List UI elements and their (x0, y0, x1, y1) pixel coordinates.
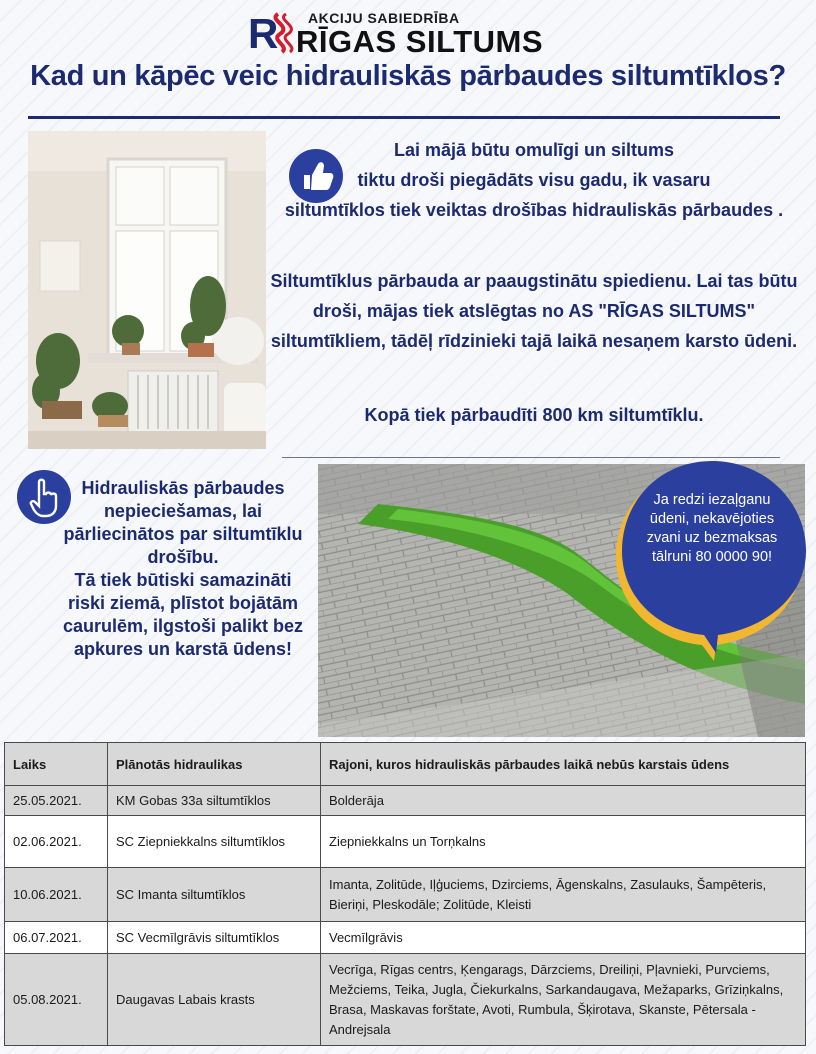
hotline-line: ūdeni, nekavējoties (649, 511, 775, 527)
row-date: 05.08.2021. (5, 954, 108, 1046)
why-line: caurulēm, ilgstoši palikt bez (62, 616, 304, 636)
why-line: riski ziemā, plīstot bojātām (67, 593, 299, 613)
title-divider (28, 116, 780, 119)
row-districts: Vecrīga, Rīgas centrs, Ķengarags, Dārzciems, Dreiliņi, Pļavnieki, Purvciems, Mežciems, Teika, Jugla, Čiekurkalns, Sarkandaugava, Mežaparks, Grīziņkalns, Brasa, Maskavas forštate, Avoti, Rumbula, Šķirotava, Skanste, Pētersala - Andrejsala (321, 954, 806, 1046)
logo-letter-r: R (248, 10, 279, 54)
hotline-callout (612, 461, 806, 661)
row-network: SC Vecmīlgrāvis siltumtīklos (108, 922, 321, 954)
logo-subtitle: AKCIJU SABIEDRĪBA (308, 10, 460, 26)
pressure-paragraph (268, 266, 800, 356)
row-network: KM Gobas 33a siltumtīklos (108, 786, 321, 816)
page-title: Kad un kāpēc veic hidrauliskās pārbaudes siltumtīklos? (30, 60, 786, 92)
why-line: nepieciešamas, lai (103, 501, 263, 521)
row-districts: Imanta, Zolitūde, Iļģuciems, Dzirciems, Āgenskalns, Zasulauks, Šampēteris, Bieriņi, Pleskodāle; Zolitūde, Kleisti (321, 868, 806, 922)
row-districts: Bolderāja (321, 786, 806, 816)
table-row (5, 816, 806, 868)
intro-line-3: siltumtīklos tiek veiktas drošības hidrauliskās pārbaudes . (284, 200, 784, 220)
table-row (5, 786, 806, 816)
pressure-line-2: droši, mājas tiek atslēgtas no AS "RĪGAS SILTUMS" (312, 301, 756, 321)
table-row (5, 868, 806, 922)
window-photo (28, 131, 266, 449)
why-line: drošību. (147, 547, 219, 567)
row-network: SC Imanta siltumtīklos (108, 868, 321, 922)
why-line: apkures un karstā ūdens! (73, 639, 293, 659)
table-header-row (5, 743, 806, 786)
header-date: Laiks (5, 743, 108, 786)
row-date: 10.06.2021. (5, 868, 108, 922)
table-row (5, 922, 806, 954)
row-districts: Vecmīlgrāvis (321, 922, 806, 954)
row-network: Daugavas Labais krasts (108, 954, 321, 1046)
row-network: SC Ziepniekkalns siltumtīklos (108, 816, 321, 868)
why-line: Hidrauliskās pārbaudes (81, 478, 285, 498)
why-line: Tā tiek būtiski samazināti (74, 570, 292, 590)
hotline-line: tālruni 80 0000 90! (651, 549, 773, 565)
intro-line-2: tiktu droši piegādāts visu gadu, ik vasaru (357, 170, 711, 190)
why-paragraph (58, 477, 308, 661)
section-divider (282, 457, 780, 458)
why-line: pārliecinātos par siltumtīklu (63, 524, 303, 544)
pressure-line-3: siltumtīkliem, tādēļ rīdzinieki tajā laikā nesaņem karsto ūdeni. (270, 331, 798, 351)
schedule-table (4, 742, 806, 1046)
total-length-text: Kopā tiek pārbaudīti 800 km siltumtīklu. (364, 405, 704, 425)
hotline-line: Ja redzi iezaļganu (653, 492, 771, 508)
hotline-line: zvani uz bezmaksas (646, 530, 778, 546)
logo-name: RĪGAS SILTUMS (296, 24, 544, 59)
header-network: Plānotās hidraulikas (108, 743, 321, 786)
intro-paragraph (278, 135, 790, 225)
header-districts: Rajoni, kuros hidrauliskās pārbaudes laikā nebūs karstais ūdens (321, 743, 806, 786)
logo-mark-icon (248, 10, 294, 54)
table-row (5, 954, 806, 1046)
intro-line-1: Lai mājā būtu omulīgi un siltums (393, 140, 675, 160)
row-date: 06.07.2021. (5, 922, 108, 954)
row-districts: Ziepniekkalns un Torņkalns (321, 816, 806, 868)
hotline-text (634, 491, 790, 567)
row-date: 02.06.2021. (5, 816, 108, 868)
company-logo (248, 8, 568, 59)
pressure-line-1: Siltumtīklus pārbauda ar paaugstinātu spiedienu. Lai tas būtu (270, 271, 798, 291)
row-date: 25.05.2021. (5, 786, 108, 816)
